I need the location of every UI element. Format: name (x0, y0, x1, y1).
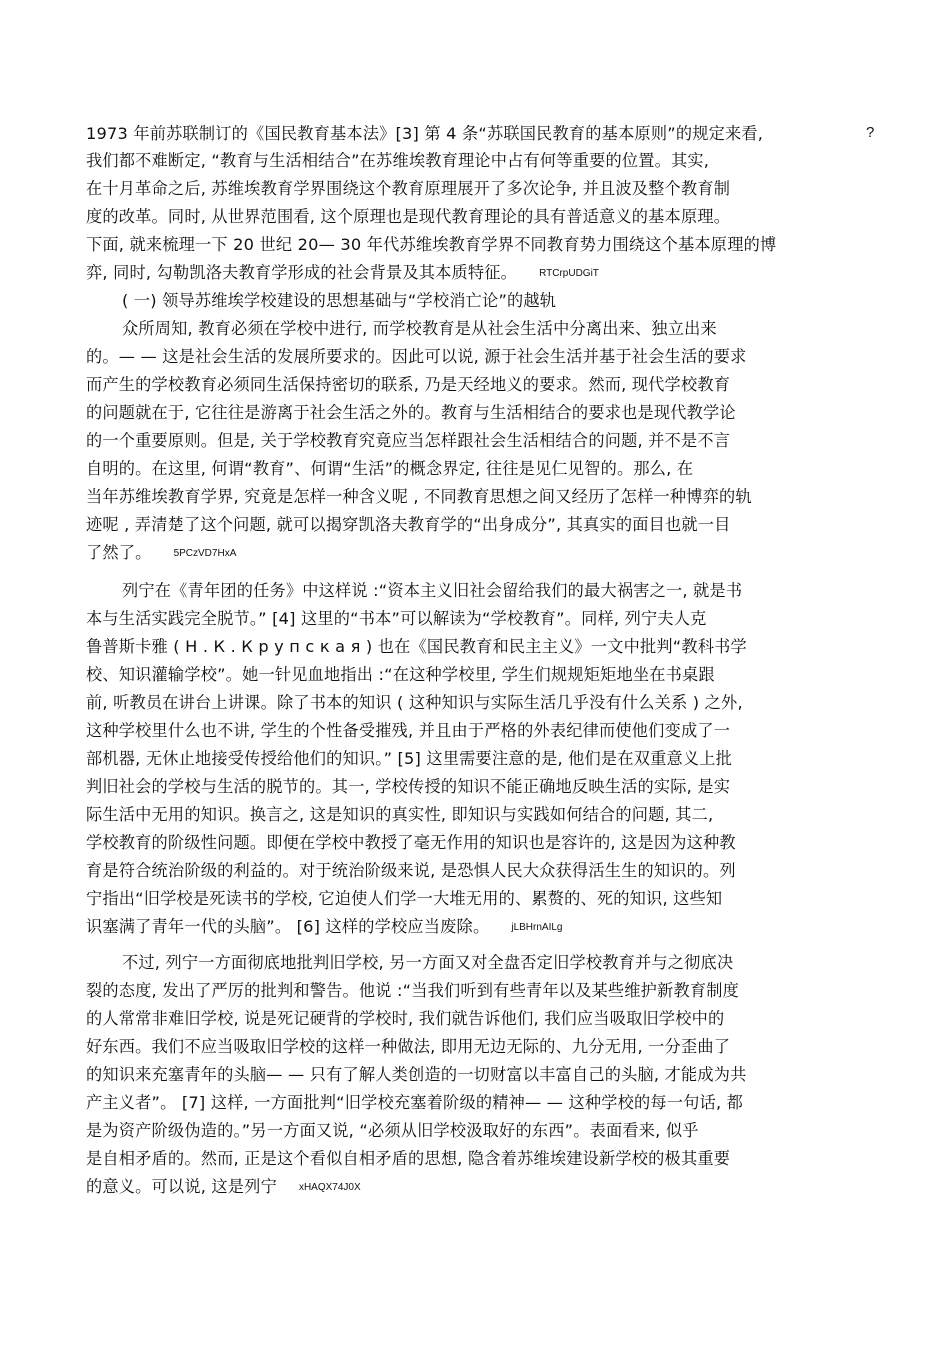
section-heading: ( 一) 领导苏维埃学校建设的思想基础与“学校消亡论”的越轨 (122, 291, 557, 310)
paragraph-2-text: 了然了。 (86, 543, 152, 562)
paragraph-3-line-2: 本与生活实践完全脱节。” [4] 这里的“书本”可以解读为“学校教育”。同样, 列宁夫人克 (86, 609, 707, 628)
paragraph-3-line-5: 前, 听教员在讲台上讲课。除了书本的知识 ( 这种知识与实际生活几乎没有什么关系 ) 之外, (86, 693, 743, 712)
margin-question-mark: ? (866, 124, 875, 141)
paragraph-3-line-4: 校、知识灌输学校”。她一针见血地指出 :“在这种学校里, 学生们规规矩矩地坐在书桌跟 (86, 665, 715, 684)
paragraph-3-line-6: 这种学校里什么也不讲, 学生的个性备受摧残, 并且由于严格的外表纪律而使他们变成了一 (86, 721, 731, 740)
paragraph-2-line-6: 自明的。在这里, 何谓“教育”、何谓“生活”的概念界定, 往往是见仁见智的。那么, 在 (86, 459, 694, 478)
paragraph-4-line-8: 是自相矛盾的。然而, 正是这个看似自相矛盾的思想, 隐含着苏维埃建设新学校的极其重要 (86, 1149, 731, 1168)
paragraph-4-text: 的意义。可以说, 这是列宁 (86, 1177, 277, 1196)
paragraph-4-line-6: 产主义者”。 [7] 这样, 一方面批判“旧学校充塞着阶级的精神— — 这种学校的每一句话, 都 (86, 1093, 744, 1112)
paragraph-4-line-3: 的人常常非难旧学校, 说是死记硬背的学校时, 我们就告诉他们, 我们应当吸取旧学校中的 (86, 1009, 725, 1028)
paragraph-3-line-7: 部机器, 无休止地接受传授给他们的知识。” [5] 这里需要注意的是, 他们是在双重意义上批 (86, 749, 733, 768)
paragraph-2-line-3: 而产生的学校教育必须同生活保持密切的联系, 乃是天经地义的要求。然而, 现代学校教育 (86, 375, 731, 394)
paragraph-3-line-9: 际生活中无用的知识。换言之, 这是知识的真实性, 即知识与实践如何结合的问题, 其二, (86, 805, 714, 824)
paragraph-2-line-9 (86, 542, 236, 564)
paragraph-4-line-7: 是为资产阶级伪造的。”另一方面又说, “必须从旧学校汲取好的东西”。表面看来, 似乎 (86, 1121, 699, 1140)
document-code: RTCrpUDGiT (539, 268, 599, 279)
paragraph-2-line-5: 的一个重要原则。但是, 关于学校教育究竟应当怎样跟社会生活相结合的问题, 并不是不言 (86, 431, 731, 450)
paragraph-2-line-7: 当年苏维埃教育学界, 究竟是怎样一种含义呢 , 不同教育思想之间又经历了怎样一种博弈的轨 (86, 487, 752, 506)
paragraph-3-line-13 (86, 916, 562, 938)
paragraph-1-line-1: 1973 年前苏联制订的《国民教育基本法》[3] 第 4 条“苏联国民教育的基本原则”的规定来看, (86, 124, 764, 143)
paragraph-2-line-1: 众所周知, 教育必须在学校中进行, 而学校教育是从社会生活中分离出来、独立出来 (122, 319, 717, 338)
paragraph-3-line-10: 学校教育的阶级性问题。即便在学校中教授了毫无作用的知识也是容许的, 这是因为这种教 (86, 833, 736, 852)
paragraph-3-line-1: 列宁在《青年团的任务》中这样说 :“资本主义旧社会留给我们的最大祸害之一, 就是书 (122, 581, 743, 600)
paragraph-2-line-8: 迹呢 , 弄清楚了这个问题, 就可以揭穿凯洛夫教育学的“出身成分”, 其真实的面目也就一目 (86, 515, 731, 534)
paragraph-3-line-8: 判旧社会的学校与生活的脱节的。其一, 学校传授的知识不能正确地反映生活的实际, 是实 (86, 777, 731, 796)
paragraph-4-line-1: 不过, 列宁一方面彻底地批判旧学校, 另一方面又对全盘否定旧学校教育并与之彻底决 (122, 953, 734, 972)
paragraph-3-text: 识塞满了青年一代的头脑”。 [6] 这样的学校应当废除。 (86, 917, 490, 936)
paragraph-4-line-4: 好东西。我们不应当吸取旧学校的这样一种做法, 即用无边无际的、九分无用, 一分歪曲了 (86, 1037, 731, 1056)
paragraph-4-line-5: 的知识来充塞青年的头脑— — 只有了解人类创造的一切财富以丰富自己的头脑, 才能成为共 (86, 1065, 747, 1084)
paragraph-1-line-5: 下面, 就来梳理一下 20 世纪 20— 30 年代苏维埃教育学界不同教育势力围绕这个基本原理的博 (86, 235, 777, 254)
paragraph-3-line-3: 鲁普斯卡雅 ( Н . К . К р у п с к а я ) 也在《国民教育和民主主义》一文中批判“教科书学 (86, 637, 747, 656)
document-code: xHAQX74J0X (298, 1182, 361, 1193)
paragraph-1-line-4: 度的改革。同时, 从世界范围看, 这个原理也是现代教育理论的具有普适意义的基本原理。 (86, 207, 731, 226)
document-code: 5PCzVD7HxA (173, 548, 237, 559)
paragraph-3-line-12: 宁指出“旧学校是死读书的学校, 它迫使人们学一大堆无用的、累赘的、死的知识, 这些知 (86, 889, 723, 908)
paragraph-1-line-3: 在十月革命之后, 苏维埃教育学界围绕这个教育原理展开了多次论争, 并且波及整个教育制 (86, 179, 731, 198)
paragraph-4-line-2: 裂的态度, 发出了严厉的批判和警告。他说 :“当我们听到有些青年以及某些维护新教育制度 (86, 981, 739, 1000)
paragraph-1-line-6 (86, 262, 599, 284)
paragraph-2-line-2: 的。— — 这是社会生活的发展所要求的。因此可以说, 源于社会生活并基于社会生活的要求 (86, 347, 747, 366)
paragraph-1-line-2: 我们都不难断定, “教育与生活相结合”在苏维埃教育理论中占有何等重要的位置。其实, (86, 151, 710, 170)
paragraph-2-line-4: 的问题就在于, 它往往是游离于社会生活之外的。教育与生活相结合的要求也是现代教学论 (86, 403, 736, 422)
document-code: jLBHrnAILg (511, 922, 563, 933)
paragraph-4-line-9 (86, 1176, 361, 1198)
paragraph-1-text: 弈, 同时, 勾勒凯洛夫教育学形成的社会背景及其本质特征。 (86, 263, 518, 282)
paragraph-3-line-11: 育是符合统治阶级的利益的。对于统治阶级来说, 是恐惧人民大众获得活生生的知识的。列 (86, 861, 736, 880)
